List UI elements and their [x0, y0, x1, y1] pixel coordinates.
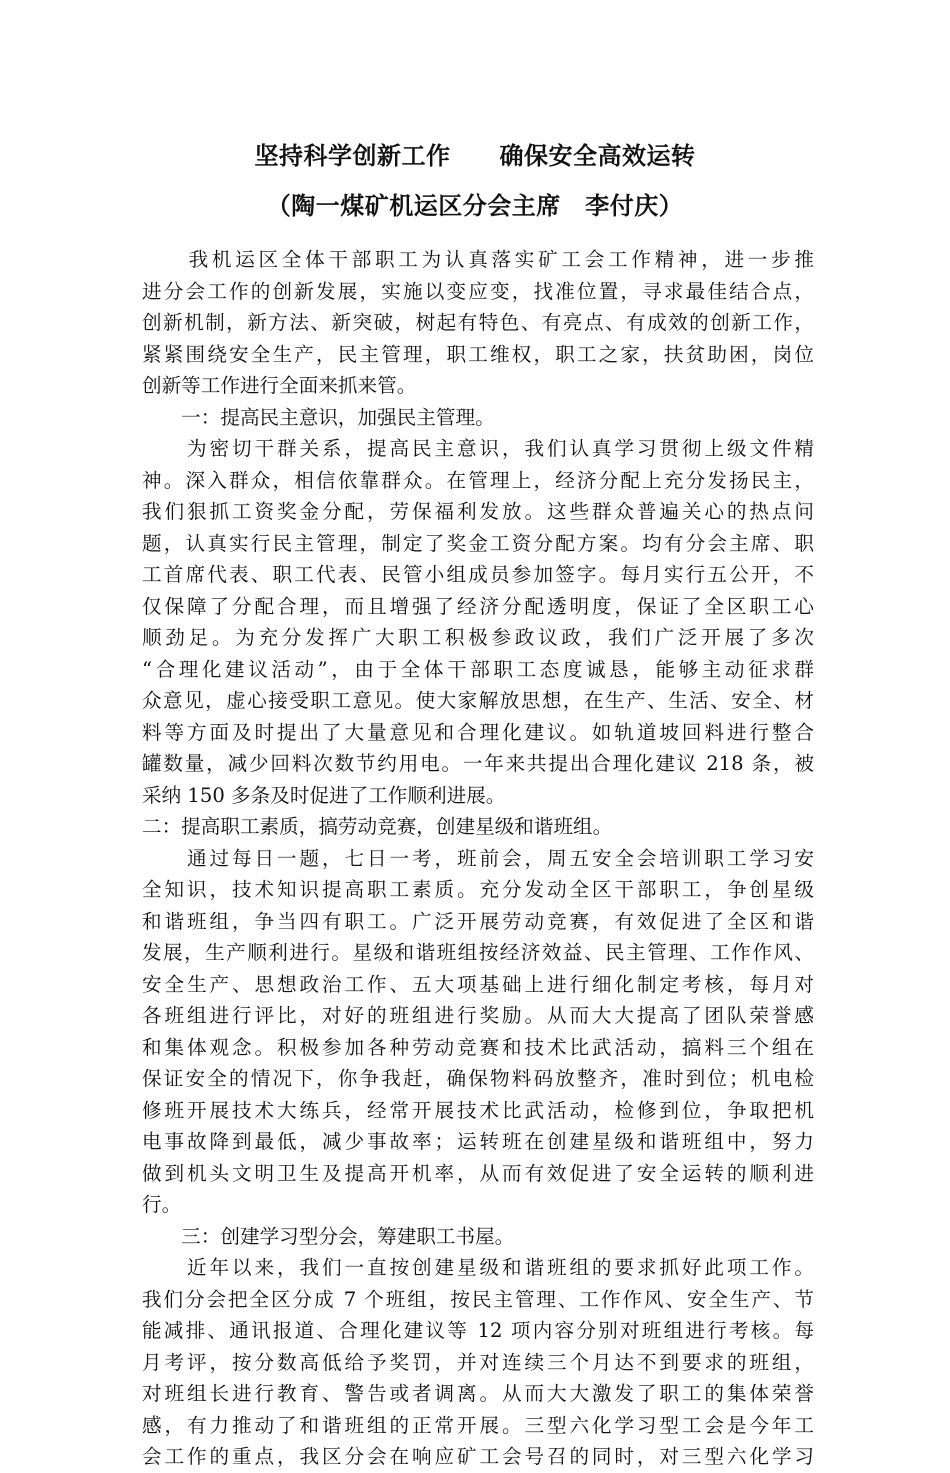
text-line: 我们狠抓工资奖金分配，劳保福利发放。这些群众普遍关心的热点问 [142, 500, 814, 523]
document-subtitle: （陶一煤矿机运区分会主席 李付庆） [266, 192, 684, 220]
text-line: 料等方面及时提出了大量意见和合理化建议。如轨道坡回料进行整合 [142, 720, 814, 744]
text-line: 发展，生产顺利进行。星级和谐班组按经济效益、民主管理、工作作风、 [142, 941, 814, 964]
text-line: 修班开展技术大练兵，经常开展技术比武活动，检修到位，争取把机 [142, 1098, 814, 1122]
text-line: 全知识，技术知识提高职工素质。充分发动全区干部职工，争创星级 [142, 878, 814, 901]
text-line: 众意见，虚心接受职工意见。使大家解放思想，在生产、生活、安全、材 [142, 689, 814, 712]
text-line: 紧紧围绕安全生产，民主管理，职工维权，职工之家，扶贫助困，岗位 [142, 342, 814, 366]
text-line: 能减排、通讯报道、合理化建议等 12 项内容分别对班组进行考核。每 [142, 1319, 814, 1342]
text-line: “合理化建议活动”，由于全体干部职工态度诚恳，能够主动征求群 [142, 657, 814, 681]
text-line: 为密切干群关系，提高民主意识，我们认真学习贯彻上级文件精 [142, 437, 814, 460]
text-line: 感，有力推动了和谐班组的正常开展。三型六化学习型工会是今年工 [142, 1413, 814, 1437]
text-line: 电事故降到最低，减少事故率；运转班在创建星级和谐班组中，努力 [142, 1130, 814, 1153]
text-line: 各班组进行评比，对好的班组进行奖励。从而大大提高了团队荣誉感 [142, 1004, 814, 1027]
text-line: 做到机头文明卫生及提高开机率，从而有效促进了安全运转的顺利进 [142, 1161, 814, 1185]
document-title: 坚持科学创新工作 确保安全高效运转 [254, 142, 696, 170]
text-line: 会工作的重点，我区分会在响应矿工会号召的同时，对三型六化学习 [142, 1445, 814, 1468]
text-line: 进分会工作的创新发展，实施以变应变，找准位置，寻求最佳结合点， [142, 279, 814, 303]
text-line: 和谐班组，争当四有职工。广泛开展劳动竞赛，有效促进了全区和谐 [142, 909, 814, 933]
text-line: 对班组长进行教育、警告或者调离。从而大大激发了职工的集体荣誉 [142, 1382, 814, 1405]
text-line: 仅保障了分配合理，而且增强了经济分配透明度，保证了全区职工心 [142, 594, 814, 618]
text-line: 行。 [142, 1193, 182, 1216]
text-line: 近年以来，我们一直按创建星级和谐班组的要求抓好此项工作。 [142, 1256, 814, 1279]
text-line: 我机运区全体干部职工为认真落实矿工会工作精神，进一步推 [142, 248, 814, 271]
text-line: 神。深入群众，相信依靠群众。在管理上，经济分配上充分发扬民主， [142, 468, 814, 492]
text-line: 工首席代表、职工代表、民管小组成员参加签字。每月实行五公开，不 [142, 563, 814, 586]
text-line: 我们分会把全区分成 7 个班组，按民主管理、工作作风、安全生产、节 [142, 1287, 814, 1311]
document-body [142, 244, 814, 1473]
text-line: 三：创建学习型分会，筹建职工书屋。 [142, 1224, 515, 1248]
text-line: 题，认真实行民主管理，制定了奖金工资分配方案。均有分会主席、职 [142, 531, 814, 555]
text-line: 和集体观念。积极参加各种劳动竞赛和技术比武活动，搞料三个组在 [142, 1035, 814, 1059]
text-line: 创新等工作进行全面来抓来管。 [142, 374, 417, 397]
text-line: 二：提高职工素质，搞劳动竞赛，创建星级和谐班组。 [142, 815, 613, 838]
text-line: 一：提高民主意识，加强民主管理。 [142, 405, 495, 429]
text-line: 安全生产、思想政治工作、五大项基础上进行细化制定考核，每月对 [142, 972, 814, 996]
text-line: 罐数量，减少回料次数节约用电。一年来共提出合理化建议 218 条，被 [142, 752, 814, 775]
text-line: 保证安全的情况下，你争我赶，确保物料码放整齐，准时到位；机电检 [142, 1067, 814, 1090]
text-line: 通过每日一题，七日一考，班前会，周五安全会培训职工学习安 [142, 846, 814, 870]
text-line: 采纳 150 多条及时促进了工作顺利进展。 [142, 783, 506, 807]
text-line: 月考评，按分数高低给予奖罚，并对连续三个月达不到要求的班组， [142, 1350, 814, 1374]
text-line: 顺劲足。为充分发挥广大职工积极参政议政，我们广泛开展了多次 [142, 626, 814, 649]
text-line: 创新机制，新方法、新突破，树起有特色、有亮点、有成效的创新工作， [142, 311, 814, 334]
